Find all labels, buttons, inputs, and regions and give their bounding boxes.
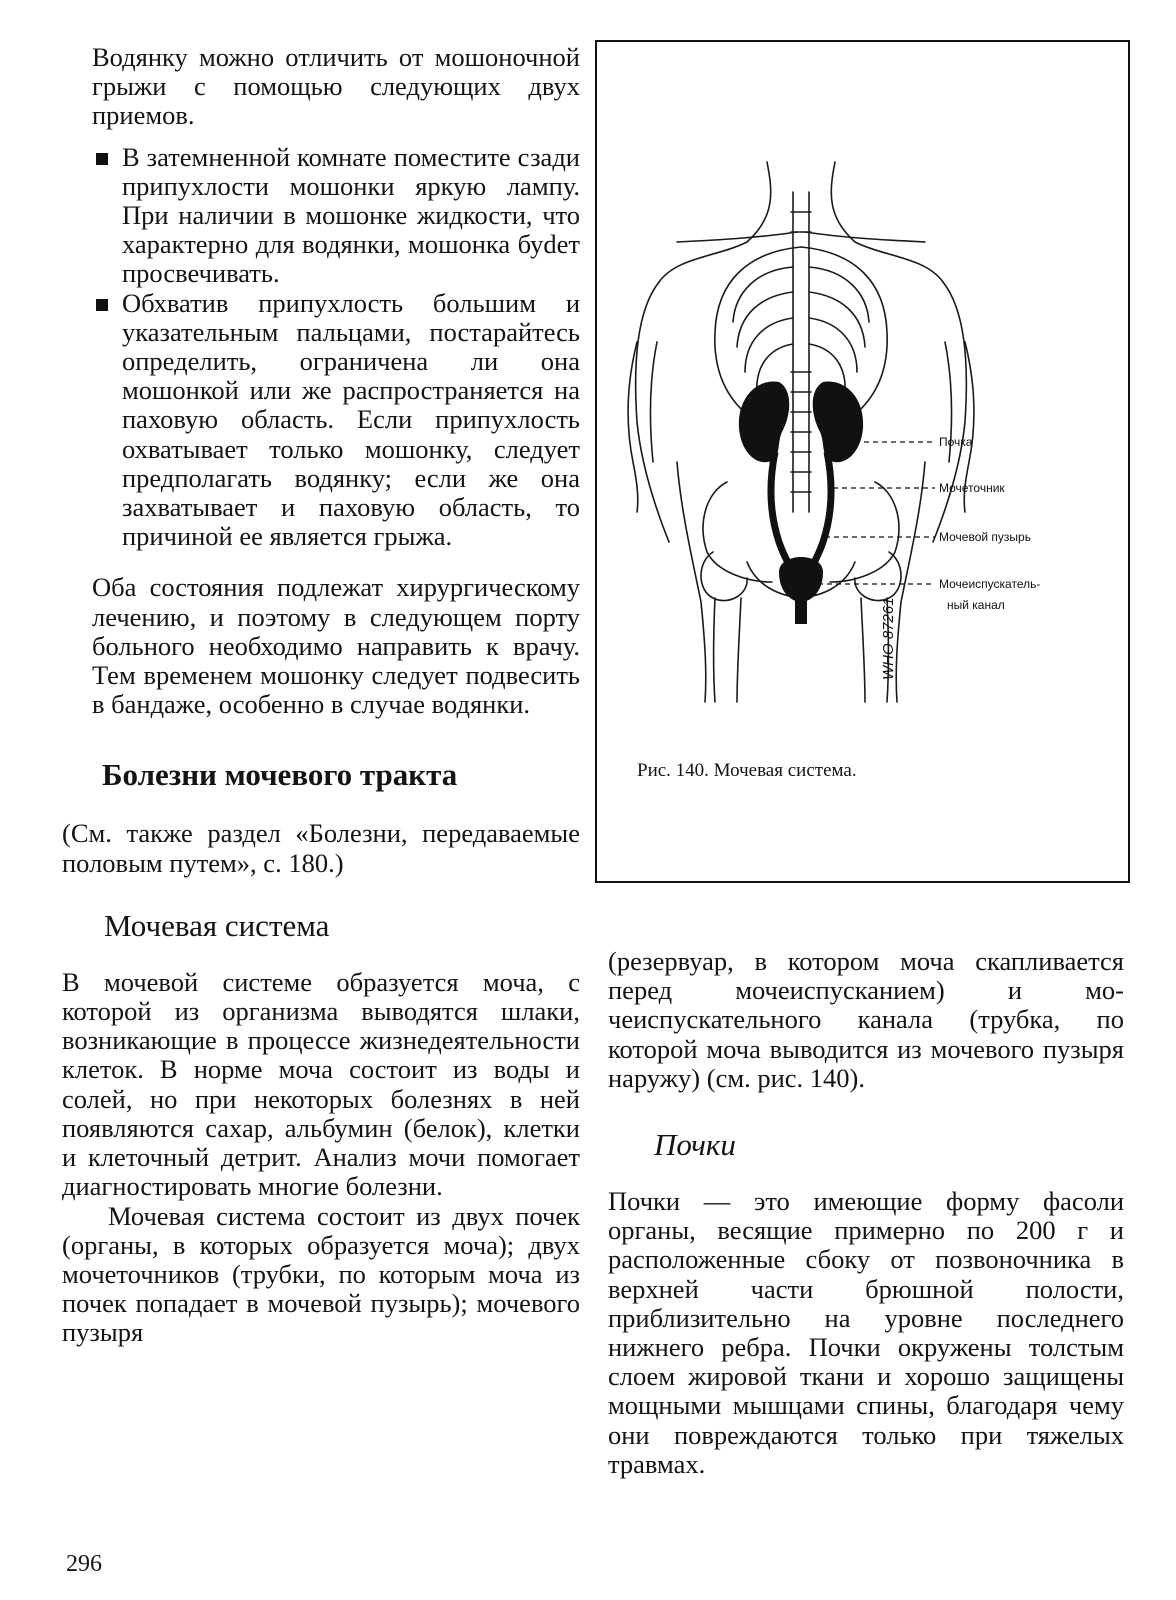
- method-list: [62, 143, 580, 552]
- kidneys-heading: Почки: [654, 1127, 736, 1163]
- urine-paragraph: В мочевой системе образуется моча, с которой из организма выводятся шлаки, возникающие в процессе жизнедеятельности клеток. В норме моча состоит из воды и солей, но при некоторых болезнях в ней появляются сахар, альбумин (белок), клетки и клеточный детрит. Анализ мочи помогает диагностировать многие болезни.: [62, 966, 580, 1202]
- label-urethra-line2: ный канал: [947, 598, 1005, 612]
- system-composition-paragraph: Мочевая система состоит из двух почек (органы, в которых образуется моча); двух мочеточников (трубки, по которым моча из почек попадает в мочевой пузырь); мочевого пузыря: [62, 1200, 580, 1348]
- left-column: [62, 43, 580, 1348]
- label-kidney: Почка: [939, 435, 973, 449]
- intro-paragraph: Водянку можно отличить от мошоночной грыжи с помощью следующих двух приемов.: [92, 42, 580, 131]
- list-item: [90, 289, 580, 552]
- urinary-organs: [739, 381, 863, 624]
- urinary-system-illustration: [597, 42, 1132, 885]
- section-heading: Болезни мочевого тракта: [102, 757, 458, 793]
- list-item: [90, 143, 580, 289]
- label-bladder: Мочевой пузырь: [939, 530, 1031, 544]
- kidneys-paragraph: Почки — это имеющие форму фасоли органы, весящие примерно по 200 г и расположенные сбоку от позвоночника в верхней части брюшной полости, приблизительно на уровне последнего нижнего ребра. Почки окружены толстым слоем жировой ткани и хорошо защищены мощными мышцами спины, благодаря чему они повреждаются только при тяжелых травмах.: [608, 1186, 1124, 1479]
- see-also-note: (См. также раздел «Болезни, передаваемые половым путем», с. 180.): [62, 818, 580, 878]
- label-urethra-line1: Мочеиспускатель-: [939, 577, 1041, 591]
- bullet-square-icon: [96, 299, 108, 311]
- figure-caption: Рис. 140. Мочевая система.: [637, 760, 857, 781]
- continuation-paragraph: (резервуар, в котором моча скапливается перед мочеиспусканием) и мочеиспускательного канала (трубка, по которой моча выводится из мочевого пузыря наружу) (см. рис. 140).: [608, 946, 1124, 1093]
- figure-watermark: WHO 87261: [880, 597, 897, 680]
- label-ureter: Мочеточник: [939, 481, 1005, 495]
- list-item-text: В затемненной комнате поместите сзади припухлости мошонки яркую лампу. При наличии в мошонке жидкости, что характерно для водянки, мошонка буdет просвечивать.: [122, 141, 580, 289]
- list-item-text: Обхватив припухлость большим и указательным пальцами, постарайтесь определить, ограничена ли она мошонкой или же распространяется на паховую область. Если припухлость охватывает только мошонку, следует предполагать водянку; если же она захватывает и паховую область, то причиной ее является грыжа.: [122, 287, 580, 552]
- treatment-paragraph: Оба состояния подлежат хирургическому лечению, и поэтому в следующем порту больного необходимо направить к врачу. Тем временем мошонку следует подвесить в бандаже, особенно в случае водянки.: [92, 572, 580, 720]
- bullet-square-icon: [96, 153, 108, 165]
- page-number: 296: [66, 1551, 102, 1577]
- subsection-heading: Мочевая система: [104, 907, 330, 943]
- figure-urinary-system: [595, 40, 1130, 883]
- right-column: [608, 947, 1124, 1479]
